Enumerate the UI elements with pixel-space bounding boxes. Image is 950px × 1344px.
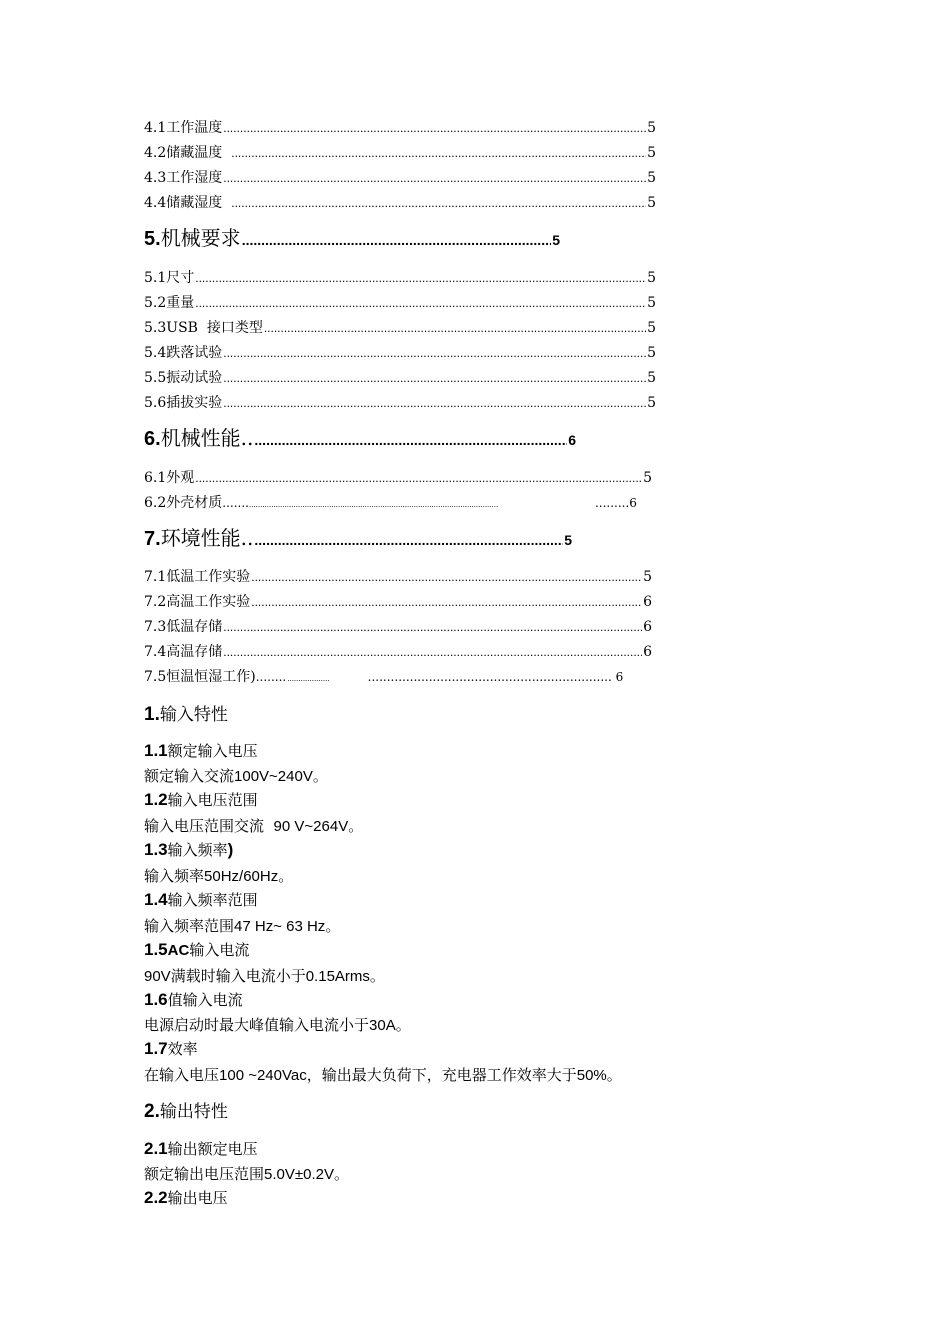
toc-page: 5: [647, 295, 656, 311]
toc-label: 4.2储藏温度: [144, 145, 223, 161]
toc-entry[interactable]: [144, 593, 652, 611]
toc-label: 5.5振动试验: [144, 370, 223, 386]
toc-page: 5: [647, 270, 656, 286]
subsection-heading: 1.5AC输入电流: [144, 940, 250, 959]
toc-entry[interactable]: [144, 369, 656, 387]
section-heading: 2.输出特性: [144, 1101, 228, 1122]
toc-label: 7.2高温工作实验: [144, 594, 251, 610]
toc-label: 5.4跌落试验: [144, 345, 223, 361]
section-title: 输入特性: [159, 705, 228, 725]
toc-page: 5: [647, 345, 656, 361]
toc-heading[interactable]: 5. 机械要求 ..... 5: [144, 222, 560, 250]
toc-label: 4.4储藏湿度: [144, 195, 223, 211]
subsection-heading: 1.4输入频率范围: [144, 890, 258, 909]
toc-page: 5: [647, 195, 656, 211]
toc-page: 5: [647, 145, 656, 161]
toc-label: 4.1工作温度: [144, 120, 223, 136]
body-paragraph: 额定输出电压范围5.0V±0.2V。: [144, 1165, 349, 1183]
subsection-heading: 1.7效率: [144, 1039, 198, 1058]
toc-entry[interactable]: [144, 394, 656, 412]
toc-page: 6: [643, 644, 652, 660]
toc-entry[interactable]: [144, 344, 656, 362]
subsection-heading: 1.3输入频率): [144, 840, 234, 859]
toc-entry[interactable]: 7.5恒温恒湿工作) ........ ................... ................................................................ 6: [144, 669, 624, 685]
body-paragraph: 电源启动时最大峰值输入电流小于30A。: [144, 1016, 411, 1034]
toc-page: 5: [647, 395, 656, 411]
toc-entry[interactable]: [144, 319, 656, 337]
toc-label: 7.3低温存储: [144, 619, 223, 635]
toc-page: 5: [647, 370, 656, 386]
toc-page: 5: [552, 232, 560, 248]
toc-label: 5.3USB 接口类型: [144, 320, 263, 336]
toc-label: 7.5恒温恒湿工作): [144, 669, 256, 685]
toc-entry[interactable]: [144, 144, 656, 162]
toc-entry[interactable]: [144, 169, 656, 187]
toc-label: 5.2重量: [144, 295, 195, 311]
subsection-heading: 2.1输出额定电压: [144, 1139, 258, 1158]
toc-heading-title: 环境性能..: [160, 526, 254, 550]
body-paragraph: 输入频率50Hz/60Hz。: [144, 867, 294, 885]
toc-entry[interactable]: [144, 194, 656, 212]
toc-heading-title: 机械要求: [160, 226, 241, 250]
toc-entry[interactable]: 6.2外壳材质 ....... ................................................................................................................ .........6: [144, 495, 637, 511]
body-paragraph: 输入电压范围交流 90 V~264V。: [144, 817, 364, 835]
body-paragraph: 90V满载时输入电流小于0.15Arms。: [144, 967, 385, 985]
toc-page: 6: [643, 619, 652, 635]
toc-page: 5: [643, 470, 652, 486]
toc-entry[interactable]: [144, 294, 656, 312]
toc-label: 5.6插拔实验: [144, 395, 223, 411]
toc-label: 7.4高温存储: [144, 644, 223, 660]
toc-entry[interactable]: [144, 469, 652, 487]
subsection-heading: 1.6值输入电流: [144, 990, 243, 1009]
toc-entry[interactable]: [144, 568, 652, 586]
toc-entry[interactable]: [144, 119, 656, 137]
toc-label: 6.1外观: [144, 470, 195, 486]
toc-heading-title: 机械性能..: [160, 426, 254, 450]
toc-label: 6.2外壳材质: [144, 495, 223, 511]
toc-entry[interactable]: [144, 269, 656, 287]
toc-page: 6: [568, 432, 576, 448]
toc-page: 5: [647, 320, 656, 336]
toc-page: 5: [564, 532, 572, 548]
toc-page: 5: [643, 569, 652, 585]
body-paragraph: 在输入电压100 ~240Vac，输出最大负荷下，充电器工作效率大于50%。: [144, 1066, 622, 1084]
body-paragraph: 额定输入交流100V~240V。: [144, 767, 328, 785]
toc-heading[interactable]: 6. 机械性能.. ..... 6: [144, 422, 576, 450]
section-heading: 1.输入特性: [144, 704, 228, 725]
toc-page: 6: [643, 594, 652, 610]
toc-label: 5.1尺寸: [144, 270, 195, 286]
toc-entry[interactable]: [144, 618, 652, 636]
toc-label: 7.1低温工作实验: [144, 569, 251, 585]
toc-heading[interactable]: 7. 环境性能.. ..... 5: [144, 522, 572, 550]
subsection-heading: 2.2输出电压: [144, 1188, 228, 1207]
subsection-heading: 1.2输入电压范围: [144, 790, 258, 809]
body-paragraph: 输入频率范围47 Hz~ 63 Hz。: [144, 917, 341, 935]
section-title: 输出特性: [159, 1102, 228, 1122]
subsection-heading: 1.1额定输入电压: [144, 741, 258, 760]
toc-page: 5: [647, 170, 656, 186]
toc-label: 4.3工作湿度: [144, 170, 223, 186]
toc-entry[interactable]: [144, 643, 652, 661]
toc-page: 5: [647, 120, 656, 136]
